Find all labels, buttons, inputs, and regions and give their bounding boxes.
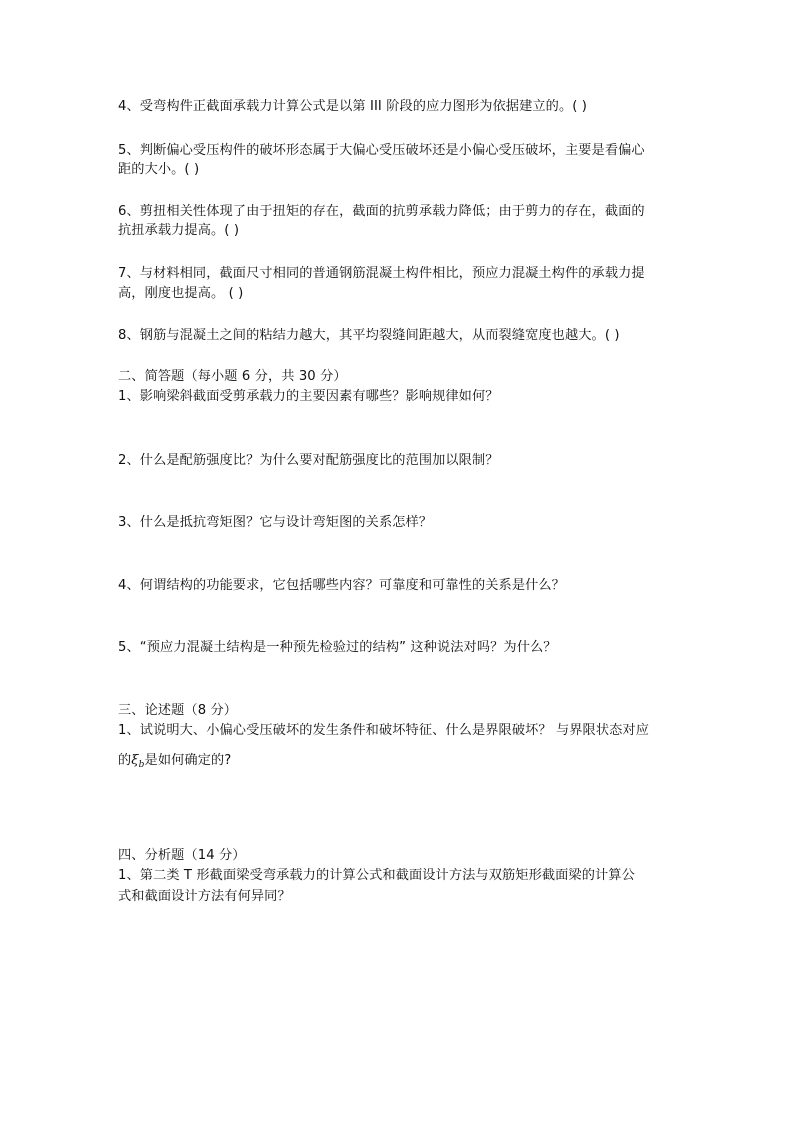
judgement-question-8: 8、钢筋与混凝土之间的粘结力越大，其平均裂缝间距越大，从而裂缝宽度也越大。( ) — [118, 328, 620, 343]
essay-question-1-line-2 — [118, 751, 684, 771]
essay-question-1-suffix: 是如何确定的? — [144, 753, 232, 768]
essay-question-1-prefix: 的 — [118, 753, 132, 768]
essay-heading: 三、论述题（8 分） — [118, 703, 238, 718]
judgement-question-5-line-1: 5、判断偏心受压构件的破坏形态属于大偏心受压破坏还是小偏心受压破坏，主要是看偏心 — [118, 143, 645, 158]
short-answer-question-3: 3、什么是抵抗弯矩图？它与设计弯矩图的关系怎样？ — [118, 515, 433, 530]
short-answer-question-4: 4、何谓结构的功能要求，它包括哪些内容？可靠度和可靠性的关系是什么？ — [118, 578, 565, 593]
judgement-question-7-line-1: 7、与材料相同，截面尺寸相同的普通钢筋混凝土构件相比，预应力混凝土构件的承载力提 — [118, 266, 645, 281]
judgement-question-4: 4、受弯构件正截面承载力计算公式是以第 III 阶段的应力图形为依据建立的。( ) — [118, 99, 588, 114]
short-answer-question-2: 2、什么是配筋强度比？为什么要对配筋强度比的范围加以限制？ — [118, 453, 499, 468]
analysis-heading: 四、分析题（14 分） — [118, 848, 246, 863]
essay-question-1-line-1: 1、试说明大、小偏心受压破坏的发生条件和破坏特征、什么是界限破坏？ 与界限状态对应 — [118, 723, 649, 738]
xi-subscript: b — [138, 760, 145, 770]
judgement-question-7-line-2: 高，刚度也提高。 ( ) — [118, 286, 244, 301]
judgement-question-6-line-2: 抗扭承载力提高。( ) — [118, 223, 240, 238]
short-answer-question-1: 1、影响梁斜截面受剪承载力的主要因素有哪些？影响规律如何？ — [118, 389, 499, 404]
xi-symbol: ξ — [131, 753, 139, 768]
analysis-question-1-line-1: 1、第二类 T 形截面梁受弯承载力的计算公式和截面设计方法与双筋矩形截面梁的计算公 — [118, 868, 635, 883]
xi-b-symbol — [131, 753, 144, 768]
short-answer-question-5: 5、“预应力混凝土结构是一种预先检验过的结构” 这种说法对吗？为什么？ — [118, 640, 557, 655]
judgement-question-5-line-2: 距的大小。( ) — [118, 162, 200, 177]
analysis-question-1-line-2: 式和截面设计方法有何异同？ — [118, 889, 291, 904]
judgement-question-6-line-1: 6、剪扭相关性体现了由于扭矩的存在，截面的抗剪承载力降低；由于剪力的存在，截面的 — [118, 204, 645, 219]
short-answer-heading: 二、简答题（每小题 6 分，共 30 分） — [118, 369, 347, 384]
